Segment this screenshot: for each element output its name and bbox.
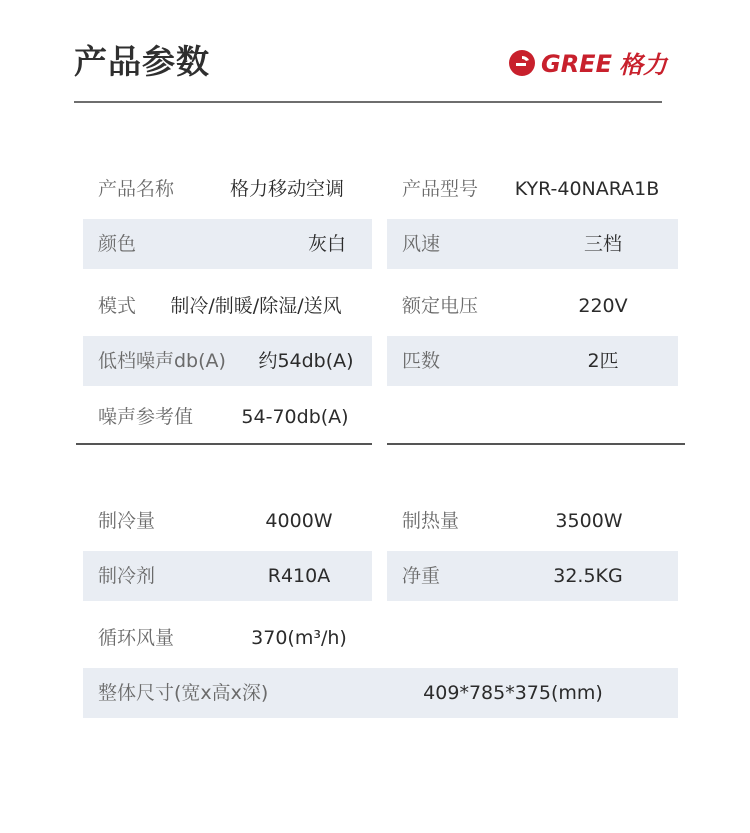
spec-label: 制热量 [402, 510, 460, 532]
spec-value: 三档 [583, 233, 623, 255]
spec-value: 409*785*375(mm) [423, 682, 603, 704]
spec-value: KYR-40NARA1B [514, 178, 660, 200]
spec-row-cooling-capacity [83, 496, 372, 546]
spec-value: 4000W [265, 510, 333, 532]
spec-label: 产品型号 [402, 178, 479, 200]
spec-label: 风速 [402, 233, 441, 255]
spec-value: 370(m³/h) [251, 627, 347, 649]
section-divider-left [76, 443, 372, 445]
spec-label: 净重 [402, 565, 441, 587]
spec-row-airflow [83, 613, 372, 663]
spec-row-fan-speed [387, 219, 678, 269]
spec-value: 3500W [555, 510, 623, 532]
spec-row-product-name [83, 164, 372, 214]
spec-label: 噪声参考值 [98, 406, 194, 428]
spec-label: 额定电压 [402, 295, 479, 317]
spec-row-net-weight [387, 551, 678, 601]
spec-row-voltage [387, 281, 678, 331]
spec-value: 约54db(A) [258, 350, 354, 372]
spec-label: 颜色 [98, 233, 137, 255]
spec-value: R410A [267, 565, 331, 587]
spec-row-color [83, 219, 372, 269]
spec-label: 整体尺寸(宽x高x深) [98, 682, 269, 704]
spec-row-model [387, 164, 678, 214]
section-divider-right [387, 443, 685, 445]
brand-cn: 格力 [619, 50, 667, 79]
spec-label: 产品名称 [98, 178, 175, 200]
spec-label: 制冷量 [98, 510, 156, 532]
spec-value: 220V [578, 295, 628, 317]
spec-label: 低档噪声db(A) [98, 350, 226, 372]
gree-logo [507, 46, 677, 80]
spec-row-dimensions [83, 668, 678, 718]
spec-value: 格力移动空调 [229, 178, 345, 200]
spec-value: 制冷/制暖/除湿/送风 [170, 295, 342, 317]
spec-label: 模式 [98, 295, 137, 317]
spec-row-refrigerant [83, 551, 372, 601]
header-divider [74, 101, 662, 103]
spec-label: 循环风量 [98, 627, 175, 649]
spec-row-mode [83, 281, 372, 331]
spec-row-horsepower [387, 336, 678, 386]
spec-label: 匹数 [402, 350, 441, 372]
spec-value: 32.5KG [553, 565, 623, 587]
spec-value: 54-70db(A) [241, 406, 349, 428]
page-title: 产品参数 [74, 42, 210, 81]
spec-value: 灰白 [307, 233, 347, 255]
spec-row-heating-capacity [387, 496, 678, 546]
spec-label: 制冷剂 [98, 565, 156, 587]
spec-value: 2匹 [587, 350, 619, 372]
brand-latin: GREE [541, 50, 612, 78]
spec-row-low-noise [83, 336, 372, 386]
spec-row-noise-reference [83, 392, 372, 442]
